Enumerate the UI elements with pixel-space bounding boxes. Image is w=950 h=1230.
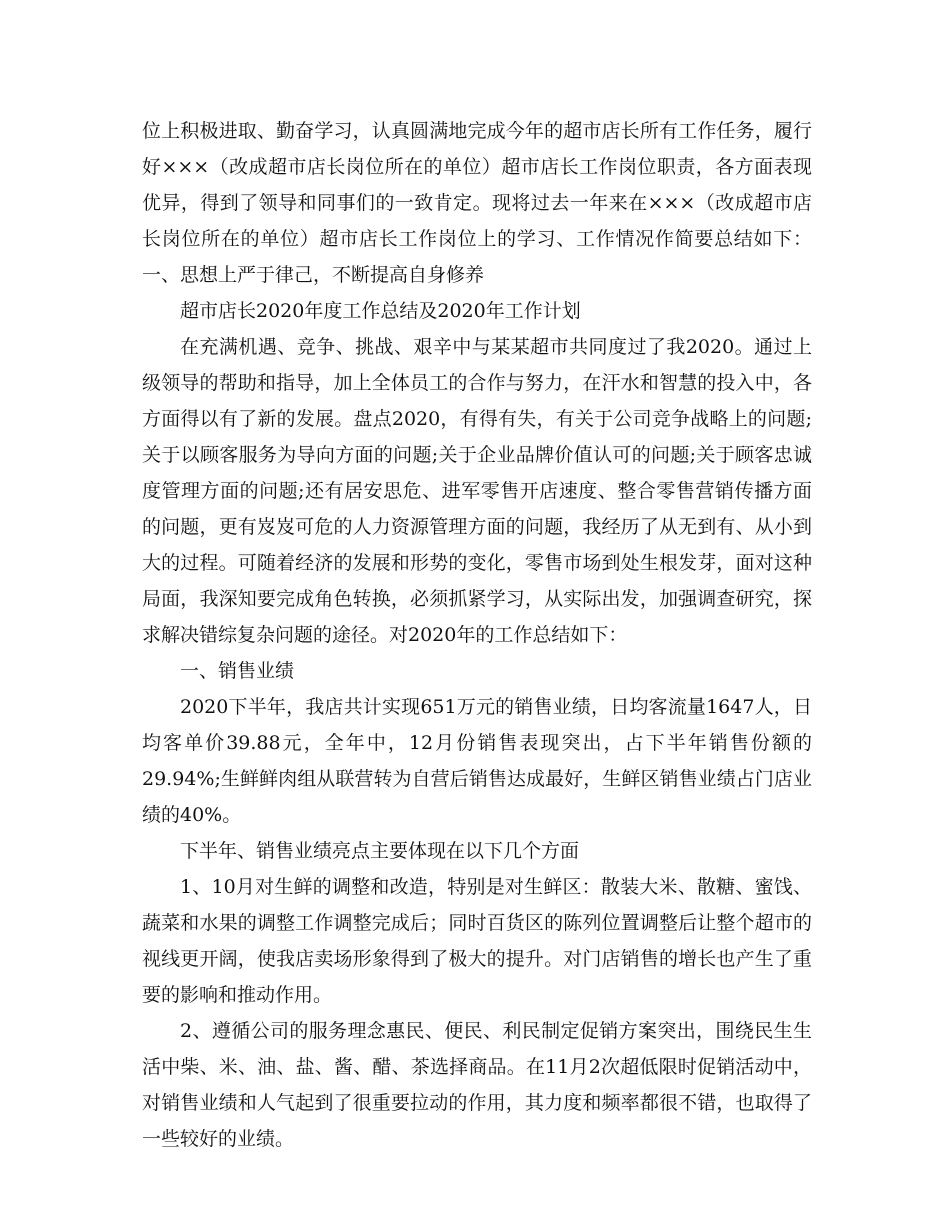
- paragraph-continuation: 位上积极进取、勤奋学习，认真圆满地完成今年的超市店长所有工作任务，履行好×××（改成超市店长岗位所在的单位）超市店长工作岗位职责，各方面表现优异，得到了领导和同事们的一致肯定。现将过去一年来在×××（改成超市店长岗位所在的单位）超市店长工作岗位上的学习、工作情况作简要总结如下：一、思想上严于律己，不断提高自身修养: [142, 120, 812, 286]
- paragraph-highlights-intro: 下半年、销售业绩亮点主要体现在以下几个方面: [180, 840, 580, 862]
- paragraph-highlight-2: 2、遵循公司的服务理念惠民、便民、利民制定促销方案突出，围绕民生生活中柴、米、油、盐、酱、醋、茶选择商品。在11月2次超低限时促销活动中，对销售业绩和人气起到了很重要拉动的作用，其力度和频率都很不错，也取得了一些较好的业绩。: [142, 1020, 812, 1150]
- paragraph-highlight-1: 1、10月对生鲜的调整和改造，特别是对生鲜区：散装大米、散糖、蜜饯、蔬菜和水果的调整工作调整完成后；同时百货区的陈列位置调整后让整个超市的视线更开阔，使我店卖场形象得到了极大的提升。对门店销售的增长也产生了重要的影响和推动作用。: [142, 876, 812, 1006]
- paragraph-title: 超市店长2020年度工作总结及2020年工作计划: [180, 300, 581, 322]
- document-body: [142, 113, 812, 1157]
- paragraph-sales-figures: 2020下半年，我店共计实现651万元的销售业绩，日均客流量1647人，日均客单价39.88元，全年中，12月份销售表现突出，占下半年销售份额的29.94%;生鲜鲜肉组从联营转为自营后销售达成最好，生鲜区销售业绩占门店业绩的40%。: [142, 696, 812, 826]
- section-heading-sales: 一、销售业绩: [180, 660, 295, 682]
- paragraph-intro: 在充满机遇、竞争、挑战、艰辛中与某某超市共同度过了我2020。通过上级领导的帮助和指导，加上全体员工的合作与努力，在汗水和智慧的投入中，各方面得以有了新的发展。盘点2020，有得有失，有关于公司竞争战略上的问题;关于以顾客服务为导向方面的问题;关于企业品牌价值认可的问题;关于顾客忠诚度管理方面的问题;还有居安思危、进军零售开店速度、整合零售营销传播方面的问题，更有岌岌可危的人力资源管理方面的问题，我经历了从无到有、从小到大的过程。可随着经济的发展和形势的变化，零售市场到处生根发芽，面对这种局面，我深知要完成角色转换，必须抓紧学习，从实际出发，加强调查研究，探求解决错综复杂问题的途径。对2020年的工作总结如下：: [142, 336, 812, 646]
